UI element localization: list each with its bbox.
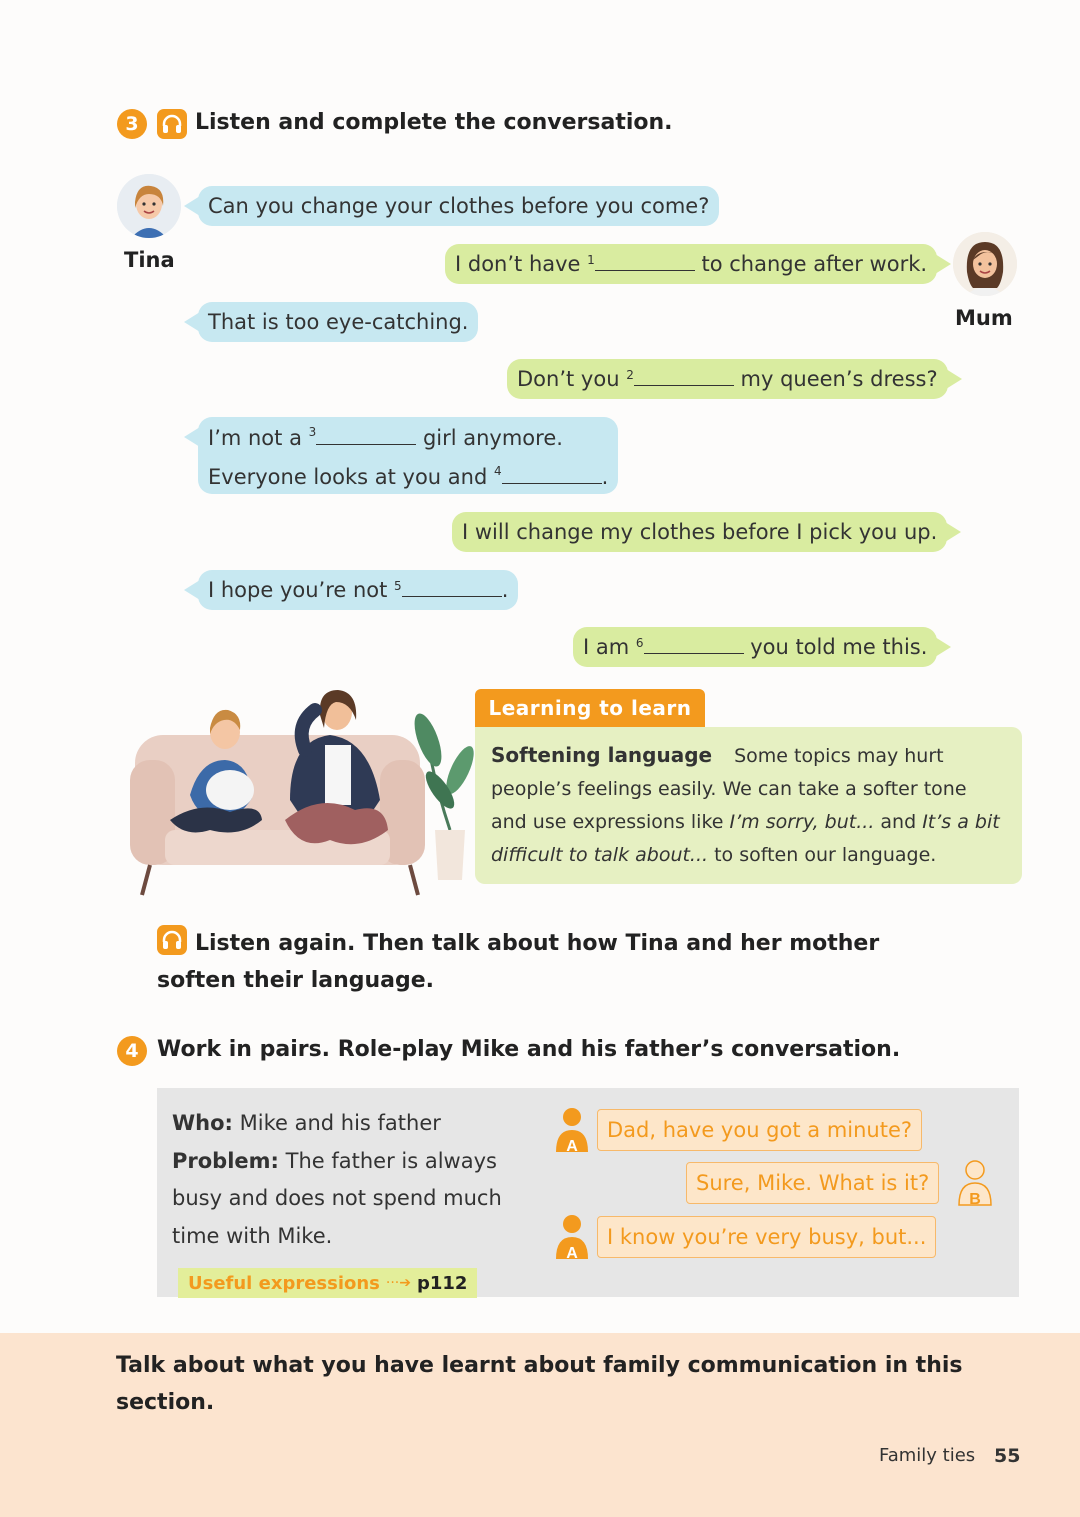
- roleplay-situation: Who: Mike and his father Problem: The father is always busy and does not spend much time with Mike.: [172, 1111, 502, 1248]
- speaker-mum: Mum: [955, 306, 1013, 330]
- softening-language-heading: Softening language: [491, 743, 713, 767]
- dialogue-line-2: I don’t have $^1$ to change after work.: [445, 244, 937, 284]
- blank-3[interactable]: [316, 418, 416, 445]
- listen-again-instruction: Listen again. Then talk about how Tina and her mother soften their language.: [157, 931, 880, 993]
- roleplay-line-2: Sure, Mike. What is it?: [686, 1162, 939, 1204]
- learning-to-learn-box: Softening language Some topics may hurt people’s feelings easily. We can take a softer tone and use expressions like I’m sorry, but... and It’s a bit difficult to talk about... to soften our language.: [475, 727, 1022, 884]
- arrow-icon: ···➔: [385, 1275, 411, 1291]
- dialogue-line-4: Don’t you $^2$ my queen’s dress?: [507, 359, 948, 399]
- section-name: Family ties: [879, 1445, 976, 1466]
- person-b-icon: [955, 1159, 995, 1209]
- blank-5[interactable]: [402, 570, 502, 597]
- dialogue-line-1: Can you change your clothes before you come?: [198, 186, 719, 226]
- person-a-icon: [552, 1213, 592, 1263]
- exercise-number-badge: 4: [117, 1036, 147, 1066]
- dialogue-line-7: I will change my clothes before I pick you up.: [452, 512, 947, 552]
- svg-text:A: A: [566, 1138, 578, 1155]
- page-number: 55: [994, 1445, 1021, 1467]
- mum-avatar: [953, 232, 1017, 296]
- svg-text:A: A: [566, 1245, 578, 1262]
- blank-1[interactable]: [595, 244, 695, 271]
- exercise-number-badge: 3: [117, 109, 147, 139]
- exercise-3-title: Listen and complete the conversation.: [195, 110, 673, 135]
- person-a-icon: [552, 1106, 592, 1156]
- dialogue-line-3: That is too eye-catching.: [198, 302, 478, 342]
- dialogue-line-9: I am $^6$ you told me this.: [573, 627, 937, 667]
- exercise-4-title: Work in pairs. Role-play Mike and his father’s conversation.: [157, 1037, 901, 1062]
- useful-expressions-link[interactable]: Useful expressions ···➔ p112: [178, 1268, 477, 1298]
- blank-6[interactable]: [644, 627, 744, 654]
- roleplay-line-1: Dad, have you got a minute?: [597, 1109, 922, 1151]
- headphones-icon[interactable]: [157, 109, 187, 139]
- reflection-task: Talk about what you have learnt about family communication in this section.: [116, 1353, 963, 1415]
- dialogue-line-5: I’m not a $^3$ girl anymore. Everyone looks at you and $^4$ .: [198, 417, 618, 494]
- blank-4[interactable]: [502, 457, 602, 484]
- svg-text:B: B: [969, 1191, 981, 1208]
- tina-avatar: [117, 174, 181, 238]
- learning-to-learn-tab: Learning to learn: [475, 689, 705, 727]
- roleplay-line-3: I know you’re very busy, but...: [597, 1216, 936, 1258]
- blank-2[interactable]: [634, 359, 734, 386]
- dialogue-line-8: I hope you’re not $^5$ .: [198, 570, 518, 610]
- speaker-tina: Tina: [124, 248, 175, 272]
- family-sofa-illustration: [130, 680, 480, 905]
